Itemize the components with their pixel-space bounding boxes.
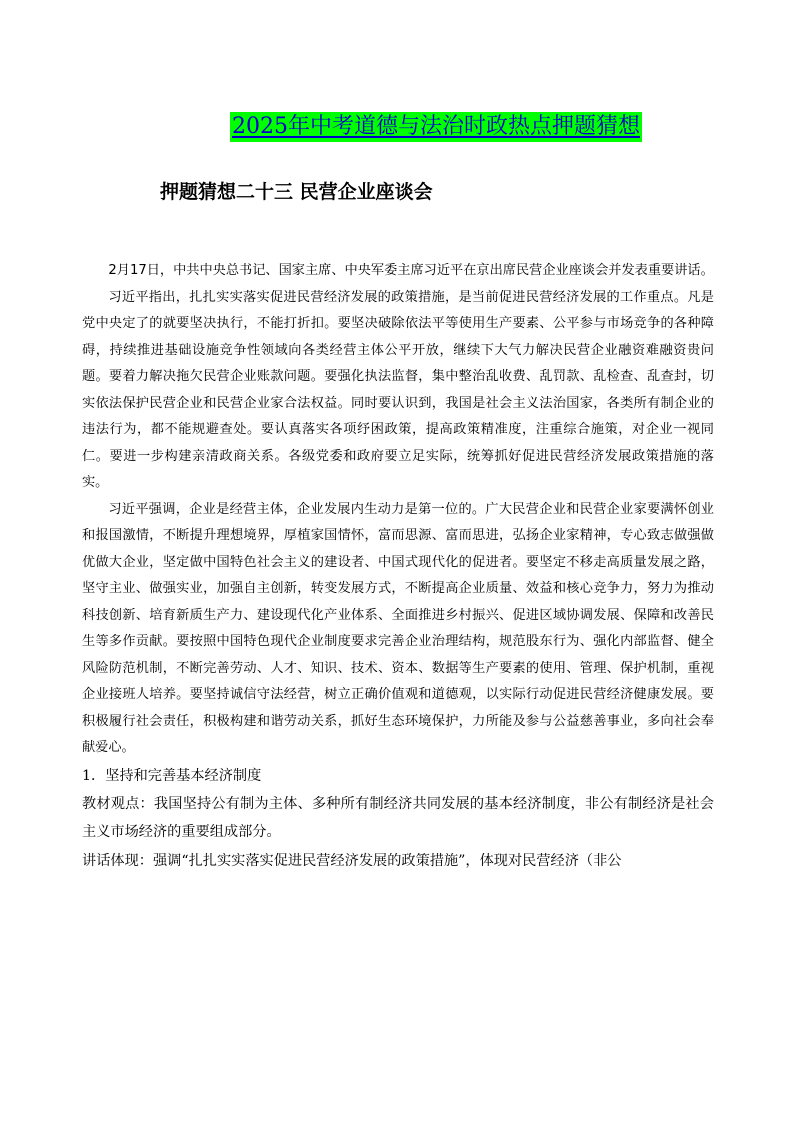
section-heading: 1．坚持和完善基本经济制度 [82, 767, 262, 784]
paragraph-policy: 习近平指出，扎扎实实落实促进民营经济发展的政策措施，是当前促进民营经济发展的工作重点。凡是党中央定了的就要坚决执行，不能打折扣。要坚决破除依法平等使用生产要素、公平参与市场竞争的各种障碍，持续推进基础设施竞争性领域向各类经营主体公平开放，继续下大气力解决民营企业融资难融资贵问题。要着力解决拖欠民营企业账款问题。要强化执法监督，集中整治乱收费、乱罚款、乱检查、乱查封，切实依法保护民营企业和民营企业家合法权益。同时要认识到，我国是社会主义法治国家，各类所有制企业的违法行为，都不能规避查处。要认真落实各项纾困政策，提高政策精准度，注重综合施策，对企业一视同仁。要进一步构建亲清政商关系。各级党委和政府要立足实际，统筹抓好促进民营经济发展政策措施的落实。 [82, 289, 714, 490]
paragraph-enterprise: 习近平强调，企业是经营主体，企业发展内生动力是第一位的。广大民营企业和民营企业家要满怀创业和报国激情，不断提升理想境界，厚植家国情怀，富而思源、富而思进，弘扬企业家精神，专心致志做强做优做大企业，坚定做中国特色社会主义的建设者、中国式现代化的促进者。要坚定不移走高质量发展之路，坚守主业、做强实业，加强自主创新，转变发展方式，不断提高企业质量、效益和核心竞争力，努力为推动科技创新、培育新质生产力、建设现代化产业体系、全面推进乡村振兴、促进区域协调发展、保障和改善民生等多作贡献。要按照中国特色现代企业制度要求完善企业治理结构，规范股东行为、强化内部监督、健全风险防范机制，不断完善劳动、人才、知识、技术、资本、数据等生产要素的使用、管理、保护机制，重视企业接班人培养。要坚持诚信守法经营，树立正确价值观和道德观，以实际行动促进民营经济健康发展。要积极履行社会责任，积极构建和谐劳动关系，抓好生态环境保护，力所能及参与公益慈善事业，多向社会奉献爱心。 [82, 501, 714, 755]
main-title: 2025年中考道德与法治时政热点押题猜想 [230, 112, 642, 142]
textbook-viewpoint: 教材观点：我国坚持公有制为主体、多种所有制经济共同发展的基本经济制度，非公有制经济是社会主义市场经济的重要组成部分。 [82, 795, 714, 840]
main-title-container [0, 112, 794, 142]
subtitle: 押题猜想二十三 民营企业座谈会 [160, 181, 433, 203]
body-text [82, 258, 714, 875]
paragraph-intro: 2月17日，中共中央总书记、国家主席、中央军委主席习近平在京出席民营企业座谈会并发表重要讲话。 [108, 263, 714, 278]
speech-reflection: 讲话体现：强调“扎扎实实落实促进民营经济发展的政策措施”，体现对民营经济（非公 [82, 852, 622, 869]
